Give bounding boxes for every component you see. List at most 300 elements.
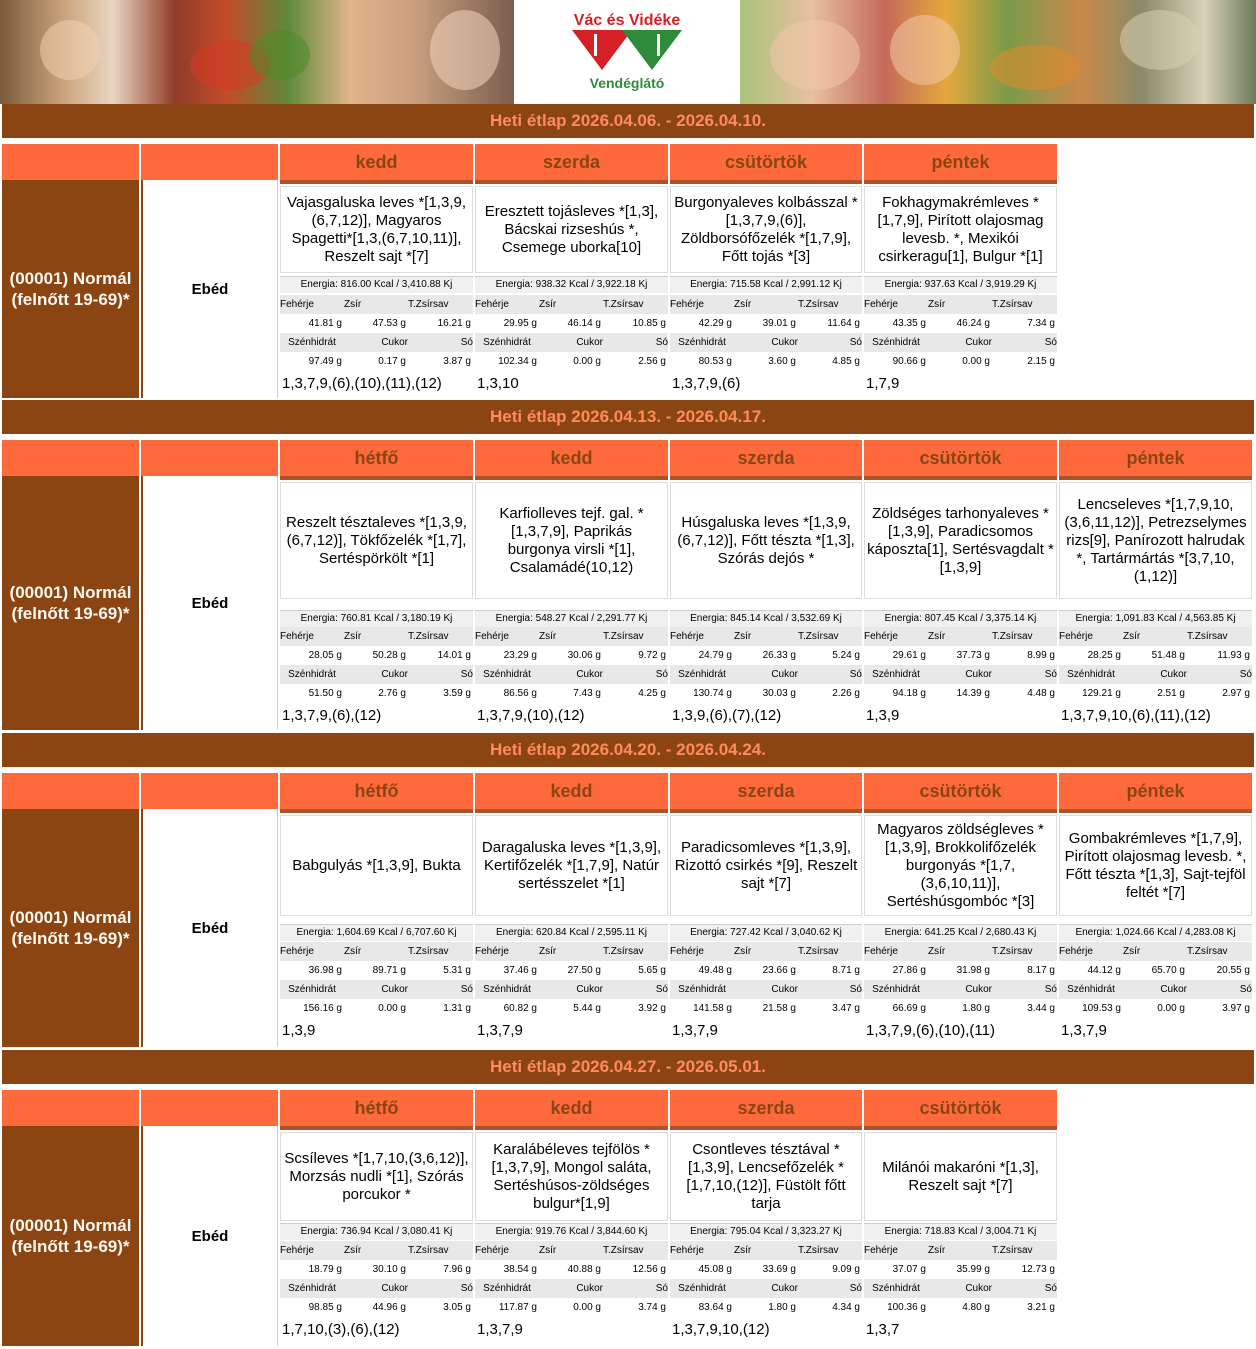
sat-fat-value: 7.96 g	[443, 1264, 471, 1275]
week-title: Heti étlap 2026.04.13. - 2026.04.17.	[2, 400, 1254, 434]
carbs-label: Szénhidrát	[670, 333, 734, 352]
dish-text: Eresztett tojásleves *[1,3], Bácskai rizseshús *, Csemege uborka[10]	[475, 186, 668, 273]
protein-label: Fehérje	[670, 942, 734, 961]
carbs-value: 102.34 g	[498, 356, 537, 367]
menu-day-cell	[475, 180, 668, 398]
carbs-value: 130.74 g	[693, 688, 732, 699]
header-empty-cell	[141, 440, 278, 476]
sugar-value: 4.80 g	[962, 1302, 990, 1313]
day-header: csütörtök	[670, 144, 862, 180]
sat-fat-value: 5.24 g	[832, 650, 860, 661]
header-empty-cell	[141, 1090, 278, 1126]
menu-day-cell	[280, 476, 473, 730]
carbs-label: Szénhidrát	[280, 980, 344, 999]
fat-value: 46.24 g	[956, 318, 990, 329]
sugar-label: Cukor	[344, 1279, 408, 1298]
menu-day-cell	[475, 1126, 668, 1346]
protein-label: Fehérje	[864, 627, 928, 646]
protein-label: Fehérje	[475, 627, 539, 646]
sat-fat-label: T.Zsírsav	[603, 295, 668, 314]
carbs-label: Szénhidrát	[670, 980, 734, 999]
salt-value: 3.05 g	[443, 1302, 471, 1313]
day-header: hétfő	[280, 440, 473, 476]
sat-fat-value: 10.85 g	[632, 318, 666, 329]
salt-label: Só	[1187, 980, 1252, 999]
sat-fat-label: T.Zsírsav	[603, 627, 668, 646]
fat-label: Zsír	[928, 627, 992, 646]
sugar-value: 0.00 g	[962, 356, 990, 367]
dish-text: Zöldséges tarhonyaleves *[1,3,9], Paradicsomos káposzta[1], Sertésvagdalt *[1,3,9]	[864, 482, 1057, 599]
fat-label: Zsír	[1123, 942, 1187, 961]
protein-value: 27.86 g	[892, 965, 926, 976]
sat-fat-label: T.Zsírsav	[798, 1241, 862, 1260]
header-photo-family	[740, 0, 1256, 104]
salt-value: 3.92 g	[638, 1003, 666, 1014]
menu-day-cell	[670, 809, 862, 1047]
fat-value: 47.53 g	[372, 318, 406, 329]
dish-text: Gombakrémleves *[1,7,9], Pirított olajosmag levesb. *, Főtt tészta *[1,3], Sajt-tejföl feltét *[7]	[1059, 815, 1252, 916]
sat-fat-value: 5.31 g	[443, 965, 471, 976]
fat-value: 39.01 g	[762, 318, 796, 329]
salt-value: 1.31 g	[443, 1003, 471, 1014]
energy-value: Energia: 641.25 Kcal / 2,680.43 Kj	[864, 924, 1057, 941]
meal-label: Ebéd	[141, 180, 278, 398]
cell-topbar	[670, 809, 862, 813]
sugar-value: 1.80 g	[768, 1302, 796, 1313]
menu-day-cell	[670, 476, 862, 730]
allergen-list: 1,7,10,(3),(6),(12)	[282, 1321, 400, 1338]
allergen-list: 1,3,7,9,10,(6),(11),(12)	[1061, 707, 1211, 724]
day-header: csütörtök	[864, 440, 1057, 476]
allergen-list: 1,3,9	[282, 1022, 316, 1039]
protein-label: Fehérje	[1059, 942, 1123, 961]
protein-value: 29.95 g	[503, 318, 537, 329]
sat-fat-value: 8.17 g	[1027, 965, 1055, 976]
cell-topbar	[1059, 476, 1252, 480]
fat-label: Zsír	[344, 942, 408, 961]
header-banner	[0, 0, 1256, 104]
dish-text: Fokhagymakrémleves *[1,7,9], Pirított olajosmag levesb. *, Mexikói csirkeragu[1], Bulgur *[1]	[864, 186, 1057, 273]
carbs-label: Szénhidrát	[475, 665, 539, 684]
carbs-value: 60.82 g	[503, 1003, 537, 1014]
sat-fat-label: T.Zsírsav	[992, 942, 1057, 961]
allergen-list: 1,3,7,9	[672, 1022, 718, 1039]
protein-value: 37.07 g	[892, 1264, 926, 1275]
carbs-label: Szénhidrát	[864, 333, 928, 352]
allergen-list: 1,3,7,9,(10),(12)	[477, 707, 585, 724]
salt-label: Só	[408, 665, 473, 684]
energy-value: Energia: 816.00 Kcal / 3,410.88 Kj	[280, 276, 473, 293]
menu-day-cell	[280, 180, 473, 398]
fat-label: Zsír	[928, 942, 992, 961]
sat-fat-value: 9.72 g	[638, 650, 666, 661]
carbs-value: 90.66 g	[892, 356, 926, 367]
dish-text: Karalábéleves tejfölös *[1,3,7,9], Mongol saláta, Sertéshúsos-zöldséges bulgur*[1,9]	[475, 1132, 668, 1221]
fat-value: 89.71 g	[372, 965, 406, 976]
day-header: péntek	[864, 144, 1057, 180]
header-empty-cell	[2, 773, 139, 809]
protein-value: 18.79 g	[308, 1264, 342, 1275]
cell-topbar	[864, 809, 1057, 813]
fat-label: Zsír	[734, 942, 798, 961]
energy-value: Energia: 807.45 Kcal / 3,375.14 Kj	[864, 610, 1057, 627]
company-logo[interactable]	[514, 0, 740, 104]
allergen-list: 1,3,7,9,(6),(12)	[282, 707, 382, 724]
sat-fat-value: 9.09 g	[832, 1264, 860, 1275]
carbs-label: Szénhidrát	[475, 980, 539, 999]
sugar-label: Cukor	[928, 665, 992, 684]
sugar-value: 2.51 g	[1157, 688, 1185, 699]
sat-fat-label: T.Zsírsav	[1187, 627, 1252, 646]
sugar-value: 1.80 g	[962, 1003, 990, 1014]
carbs-label: Szénhidrát	[670, 1279, 734, 1298]
protein-label: Fehérje	[280, 942, 344, 961]
day-header: kedd	[475, 1090, 668, 1126]
fat-value: 40.88 g	[567, 1264, 601, 1275]
sat-fat-label: T.Zsírsav	[1187, 942, 1252, 961]
logo-cutlery-icon	[572, 30, 682, 74]
carbs-label: Szénhidrát	[280, 333, 344, 352]
allergen-list: 1,3,7	[866, 1321, 900, 1338]
allergen-list: 1,3,7,9,(6),(10),(11),(12)	[282, 375, 442, 392]
allergen-list: 1,3,7,9	[477, 1321, 523, 1338]
fat-value: 50.28 g	[372, 650, 406, 661]
day-header: csütörtök	[864, 1090, 1057, 1126]
dish-text: Vajasgaluska leves *[1,3,9,(6,7,12)], Magyaros Spagetti*[1,3,(6,7,10,11)], Reszelt sajt *[7]	[280, 186, 473, 273]
allergen-list: 1,3,7,9	[477, 1022, 523, 1039]
fat-label: Zsír	[539, 942, 603, 961]
protein-label: Fehérje	[864, 942, 928, 961]
allergen-list: 1,3,7,9	[1061, 1022, 1107, 1039]
cell-topbar	[864, 1126, 1057, 1130]
carbs-value: 97.49 g	[308, 356, 342, 367]
fat-value: 33.69 g	[762, 1264, 796, 1275]
salt-value: 4.25 g	[638, 688, 666, 699]
dish-text: Burgonyaleves kolbásszal *[1,3,7,9,(6)], Zöldborsófőzelék *[1,7,9], Főtt tojás *[3]	[670, 186, 862, 273]
protein-label: Fehérje	[670, 295, 734, 314]
sugar-value: 0.00 g	[573, 1302, 601, 1313]
protein-label: Fehérje	[475, 942, 539, 961]
sugar-value: 3.60 g	[768, 356, 796, 367]
protein-value: 28.05 g	[308, 650, 342, 661]
diet-group-label: (00001) Normál (felnőtt 19-69)*	[2, 809, 139, 1047]
energy-value: Energia: 845.14 Kcal / 3,532.69 Kj	[670, 610, 862, 627]
energy-value: Energia: 919.76 Kcal / 3,844.60 Kj	[475, 1223, 668, 1240]
protein-value: 43.35 g	[892, 318, 926, 329]
menu-day-cell	[670, 1126, 862, 1346]
menu-day-cell	[670, 180, 862, 398]
menu-day-cell	[475, 809, 668, 1047]
energy-value: Energia: 715.58 Kcal / 2,991.12 Kj	[670, 276, 862, 293]
salt-label: Só	[408, 1279, 473, 1298]
cell-topbar	[1059, 809, 1252, 813]
protein-label: Fehérje	[670, 627, 734, 646]
sat-fat-label: T.Zsírsav	[408, 942, 473, 961]
sugar-label: Cukor	[539, 333, 603, 352]
salt-value: 3.47 g	[832, 1003, 860, 1014]
salt-label: Só	[603, 665, 668, 684]
menu-day-cell	[864, 809, 1057, 1047]
sat-fat-label: T.Zsírsav	[408, 627, 473, 646]
sat-fat-label: T.Zsírsav	[798, 942, 862, 961]
protein-label: Fehérje	[670, 1241, 734, 1260]
sugar-label: Cukor	[734, 665, 798, 684]
salt-value: 3.44 g	[1027, 1003, 1055, 1014]
sat-fat-label: T.Zsírsav	[798, 627, 862, 646]
carbs-label: Szénhidrát	[475, 333, 539, 352]
carbs-value: 117.87 g	[498, 1302, 537, 1313]
day-header: péntek	[1059, 773, 1252, 809]
sat-fat-value: 14.01 g	[437, 650, 471, 661]
salt-label: Só	[408, 980, 473, 999]
salt-label: Só	[1187, 665, 1252, 684]
protein-value: 45.08 g	[698, 1264, 732, 1275]
energy-value: Energia: 1,091.83 Kcal / 4,563.85 Kj	[1059, 610, 1252, 627]
sugar-label: Cukor	[344, 980, 408, 999]
sugar-label: Cukor	[928, 1279, 992, 1298]
salt-value: 3.87 g	[443, 356, 471, 367]
header-empty-cell	[141, 144, 278, 180]
sat-fat-value: 8.99 g	[1027, 650, 1055, 661]
protein-value: 24.79 g	[698, 650, 732, 661]
sat-fat-label: T.Zsírsav	[992, 627, 1057, 646]
fat-value: 26.33 g	[762, 650, 796, 661]
protein-value: 23.29 g	[503, 650, 537, 661]
protein-label: Fehérje	[280, 295, 344, 314]
salt-value: 3.59 g	[443, 688, 471, 699]
dish-text: Csontleves tésztával *[1,3,9], Lencsefőzelék *[1,7,10,(12)], Füstölt főtt tarja	[670, 1132, 862, 1221]
sat-fat-label: T.Zsírsav	[408, 1241, 473, 1260]
carbs-label: Szénhidrát	[864, 665, 928, 684]
week-title: Heti étlap 2026.04.20. - 2026.04.24.	[2, 733, 1254, 767]
sugar-label: Cukor	[539, 665, 603, 684]
dish-text: Húsgaluska leves *[1,3,9,(6,7,12)], Főtt tészta *[1,3], Szórás dejós *	[670, 482, 862, 599]
fat-value: 46.14 g	[567, 318, 601, 329]
sugar-label: Cukor	[1123, 980, 1187, 999]
sat-fat-value: 7.34 g	[1027, 318, 1055, 329]
day-header: hétfő	[280, 773, 473, 809]
day-header: szerda	[670, 1090, 862, 1126]
logo-subtitle: Vendéglátó	[589, 75, 665, 91]
menu-day-cell	[1059, 476, 1252, 730]
day-header: kedd	[475, 773, 668, 809]
salt-label: Só	[408, 333, 473, 352]
fat-label: Zsír	[734, 627, 798, 646]
carbs-value: 156.16 g	[303, 1003, 342, 1014]
fat-label: Zsír	[734, 1241, 798, 1260]
sugar-value: 0.00 g	[573, 356, 601, 367]
energy-value: Energia: 1,604.69 Kcal / 6,707.60 Kj	[280, 924, 473, 941]
protein-value: 42.29 g	[698, 318, 732, 329]
dish-text: Karfiolleves tejf. gal. *[1,3,7,9], Paprikás burgonya virsli *[1], Csalamádé(10,12)	[475, 482, 668, 599]
sugar-label: Cukor	[734, 1279, 798, 1298]
fat-value: 51.48 g	[1151, 650, 1185, 661]
sugar-label: Cukor	[928, 980, 992, 999]
carbs-value: 129.21 g	[1082, 688, 1121, 699]
energy-value: Energia: 736.94 Kcal / 3,080.41 Kj	[280, 1223, 473, 1240]
allergen-list: 1,3,7,9,10,(12)	[672, 1321, 770, 1338]
carbs-value: 98.85 g	[308, 1302, 342, 1313]
sugar-value: 44.96 g	[372, 1302, 406, 1313]
energy-value: Energia: 718.83 Kcal / 3,004.71 Kj	[864, 1223, 1057, 1240]
sugar-label: Cukor	[539, 1279, 603, 1298]
sugar-value: 7.43 g	[573, 688, 601, 699]
fat-value: 35.99 g	[956, 1264, 990, 1275]
header-empty-cell	[2, 440, 139, 476]
dish-text: Babgulyás *[1,3,9], Bukta	[280, 815, 473, 916]
fat-label: Zsír	[344, 1241, 408, 1260]
fat-value: 65.70 g	[1151, 965, 1185, 976]
week-title: Heti étlap 2026.04.27. - 2026.05.01.	[2, 1050, 1254, 1084]
protein-value: 37.46 g	[503, 965, 537, 976]
fat-value: 30.10 g	[372, 1264, 406, 1275]
sugar-label: Cukor	[1123, 665, 1187, 684]
fat-label: Zsír	[539, 1241, 603, 1260]
carbs-label: Szénhidrát	[280, 1279, 344, 1298]
salt-label: Só	[603, 980, 668, 999]
meal-label: Ebéd	[141, 476, 278, 730]
carbs-value: 80.53 g	[698, 356, 732, 367]
carbs-label: Szénhidrát	[864, 1279, 928, 1298]
protein-value: 44.12 g	[1087, 965, 1121, 976]
meal-label: Ebéd	[141, 809, 278, 1047]
fat-value: 37.73 g	[956, 650, 990, 661]
menu-day-cell	[864, 1126, 1057, 1346]
protein-label: Fehérje	[864, 1241, 928, 1260]
cell-topbar	[280, 1126, 473, 1130]
sugar-label: Cukor	[539, 980, 603, 999]
carbs-label: Szénhidrát	[864, 980, 928, 999]
energy-value: Energia: 727.42 Kcal / 3,040.62 Kj	[670, 924, 862, 941]
salt-label: Só	[798, 980, 862, 999]
sugar-value: 21.58 g	[762, 1003, 796, 1014]
sat-fat-label: T.Zsírsav	[408, 295, 473, 314]
carbs-value: 66.69 g	[892, 1003, 926, 1014]
dish-text: Paradicsomleves *[1,3,9], Rizottó csirkés *[9], Reszelt sajt *[7]	[670, 815, 862, 916]
header-empty-cell	[2, 144, 139, 180]
salt-value: 4.48 g	[1027, 688, 1055, 699]
fat-label: Zsír	[734, 295, 798, 314]
sat-fat-label: T.Zsírsav	[992, 1241, 1057, 1260]
carbs-label: Szénhidrát	[280, 665, 344, 684]
logo-title: Vác és Vidéke	[573, 12, 681, 29]
salt-label: Só	[992, 665, 1057, 684]
protein-value: 28.25 g	[1087, 650, 1121, 661]
salt-label: Só	[603, 1279, 668, 1298]
sugar-label: Cukor	[734, 980, 798, 999]
sat-fat-label: T.Zsírsav	[603, 942, 668, 961]
meal-label: Ebéd	[141, 1126, 278, 1346]
sugar-label: Cukor	[734, 333, 798, 352]
sat-fat-value: 11.93 g	[1217, 650, 1250, 661]
energy-value: Energia: 1,024.66 Kcal / 4,283.08 Kj	[1059, 924, 1252, 941]
dish-text: Daragaluska leves *[1,3,9], Kertifőzelék *[1,7,9], Natúr sertésszelet *[1]	[475, 815, 668, 916]
sat-fat-value: 12.56 g	[632, 1264, 666, 1275]
sat-fat-value: 16.21 g	[437, 318, 471, 329]
carbs-value: 94.18 g	[892, 688, 926, 699]
salt-label: Só	[798, 333, 862, 352]
energy-value: Energia: 620.84 Kcal / 2,595.11 Kj	[475, 924, 668, 941]
protein-value: 36.98 g	[308, 965, 342, 976]
sugar-value: 2.76 g	[378, 688, 406, 699]
carbs-value: 51.50 g	[308, 688, 342, 699]
cell-topbar	[280, 809, 473, 813]
cell-topbar	[670, 180, 862, 184]
protein-label: Fehérje	[1059, 627, 1123, 646]
energy-value: Energia: 937.63 Kcal / 3,919.29 Kj	[864, 276, 1057, 293]
salt-label: Só	[992, 1279, 1057, 1298]
cell-topbar	[475, 1126, 668, 1130]
salt-value: 3.21 g	[1027, 1302, 1055, 1313]
dish-text: Lencseleves *[1,7,9,10,(3,6,11,12)], Petrezselymes rizs[9], Panírozott halrudak *, Tartármártás *[3,7,10,(1,12)]	[1059, 482, 1252, 599]
carbs-label: Szénhidrát	[475, 1279, 539, 1298]
allergen-list: 1,3,10	[477, 375, 519, 392]
day-header: kedd	[475, 440, 668, 476]
menu-day-cell	[864, 476, 1057, 730]
allergen-list: 1,3,9,(6),(7),(12)	[672, 707, 782, 724]
energy-value: Energia: 795.04 Kcal / 3,323.27 Kj	[670, 1223, 862, 1240]
fat-label: Zsír	[928, 1241, 992, 1260]
sat-fat-label: T.Zsírsav	[798, 295, 862, 314]
sugar-value: 0.00 g	[378, 1003, 406, 1014]
salt-value: 2.56 g	[638, 356, 666, 367]
sugar-label: Cukor	[344, 665, 408, 684]
carbs-value: 86.56 g	[503, 688, 537, 699]
week-title: Heti étlap 2026.04.06. - 2026.04.10.	[2, 104, 1254, 138]
sugar-value: 30.03 g	[762, 688, 796, 699]
protein-value: 49.48 g	[698, 965, 732, 976]
energy-value: Energia: 548.27 Kcal / 2,291.77 Kj	[475, 610, 668, 627]
salt-label: Só	[798, 1279, 862, 1298]
protein-value: 38.54 g	[503, 1264, 537, 1275]
fat-label: Zsír	[344, 295, 408, 314]
sat-fat-value: 5.65 g	[638, 965, 666, 976]
fat-value: 27.50 g	[567, 965, 601, 976]
allergen-list: 1,3,9	[866, 707, 900, 724]
day-header: szerda	[670, 440, 862, 476]
protein-label: Fehérje	[864, 295, 928, 314]
menu-day-cell	[1059, 809, 1252, 1047]
fat-value: 23.66 g	[762, 965, 796, 976]
fat-label: Zsír	[1123, 627, 1187, 646]
fat-value: 31.98 g	[956, 965, 990, 976]
cell-topbar	[280, 476, 473, 480]
sugar-label: Cukor	[344, 333, 408, 352]
carbs-value: 141.58 g	[693, 1003, 732, 1014]
diet-group-label: (00001) Normál (felnőtt 19-69)*	[2, 476, 139, 730]
day-header: szerda	[670, 773, 862, 809]
menu-day-cell	[280, 1126, 473, 1346]
cell-topbar	[475, 809, 668, 813]
header-empty-cell	[2, 1090, 139, 1126]
header-photo-children-vegetables	[0, 0, 514, 104]
dish-text: Reszelt tésztaleves *[1,3,9,(6,7,12)], Tökfőzelék *[1,7], Sertéspörkölt *[1]	[280, 482, 473, 599]
sat-fat-value: 11.64 g	[827, 318, 860, 329]
day-header: péntek	[1059, 440, 1252, 476]
sugar-value: 0.00 g	[1157, 1003, 1185, 1014]
fat-label: Zsír	[344, 627, 408, 646]
cell-topbar	[475, 180, 668, 184]
carbs-value: 83.64 g	[698, 1302, 732, 1313]
allergen-list: 1,7,9	[866, 375, 900, 392]
carbs-label: Szénhidrát	[1059, 665, 1123, 684]
cell-topbar	[475, 476, 668, 480]
energy-value: Energia: 760.81 Kcal / 3,180.19 Kj	[280, 610, 473, 627]
menu-day-cell	[864, 180, 1057, 398]
cell-topbar	[864, 476, 1057, 480]
menu-day-cell	[475, 476, 668, 730]
sat-fat-value: 20.55 g	[1216, 965, 1250, 976]
